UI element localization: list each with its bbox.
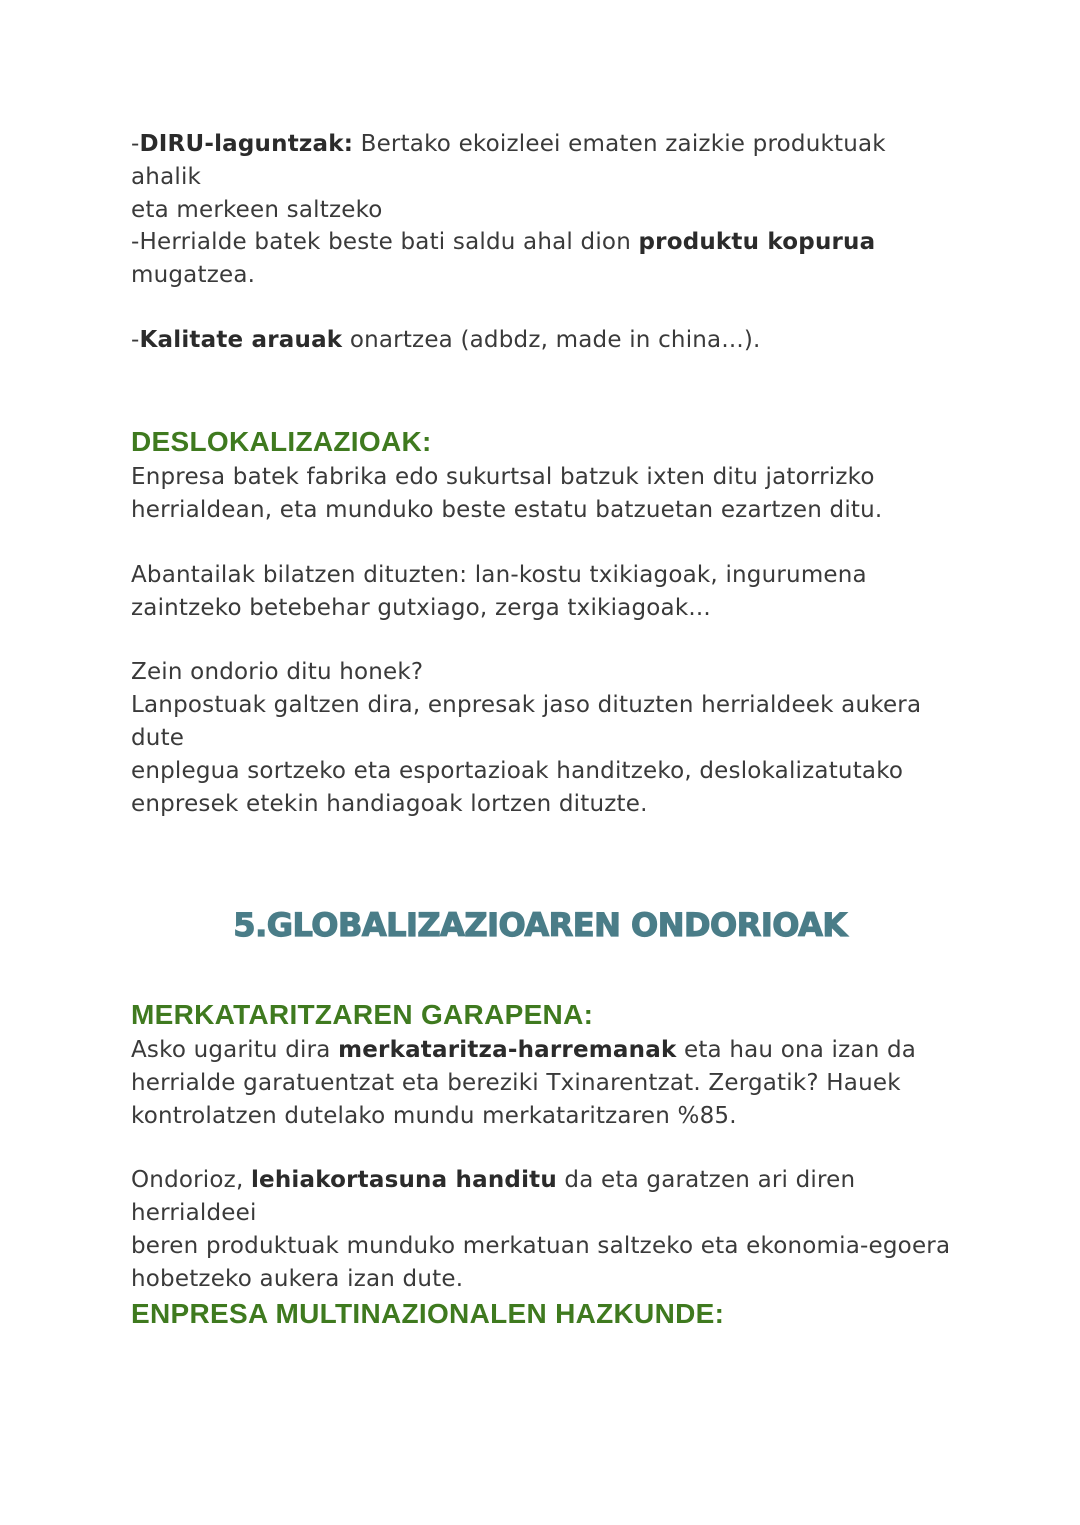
trade-p2-line2: beren produktuak munduko merkatuan saltzeko eta ekonomia-egoera xyxy=(131,1233,951,1259)
advantages-line2: zaintzeko betebehar gutxiago, zerga txikiagoak... xyxy=(131,595,711,621)
multinationals-heading: ENPRESA MULTINAZIONALEN HAZKUNDE: xyxy=(131,1298,725,1329)
relocation-advantages xyxy=(131,559,961,625)
quota-text-line2: mugatzea. xyxy=(131,262,256,288)
trade-paragraph-1 xyxy=(131,1034,961,1133)
trade-p1-end: eta hau ona izan da xyxy=(676,1037,917,1063)
consequences-line1: Lanpostuak galtzen dira, enpresak jaso dituzten herrialdeek aukera dute xyxy=(131,692,922,751)
consequences-question: Zein ondorio ditu honek? xyxy=(131,659,424,685)
consequences-line2: enplegua sortzeko eta esportazioak handitzeko, deslokalizatutako xyxy=(131,758,904,784)
dash: - xyxy=(131,327,140,353)
trade-p2-start: Ondorioz, xyxy=(131,1167,251,1193)
subsidies-text-line1: Bertako ekoizleei ematen zaizkie produktuak ahalik xyxy=(131,131,886,190)
competitiveness-term: lehiakortasuna handitu xyxy=(250,1167,557,1193)
trade-p2-end: da eta garatzen ari diren herrialdeei xyxy=(131,1167,856,1226)
relocation-consequences xyxy=(131,656,961,821)
section-title: 5.GLOBALIZAZIOAREN ONDORIOAK xyxy=(233,906,847,944)
relocation-heading: DESLOKALIZAZIOAK: xyxy=(131,426,432,457)
quota-text: -Herrialde batek beste bati saldu ahal dion xyxy=(131,229,639,255)
consequences-line3: enpresek etekin handiagoak lortzen dituzte. xyxy=(131,791,648,817)
subsidies-text-line2: eta merkeen saltzeko xyxy=(131,197,383,223)
advantages-line1: Abantailak bilatzen dituzten: lan-kostu txikiagoak, ingurumena xyxy=(131,562,867,588)
subsidies-paragraph xyxy=(131,128,961,227)
quota-paragraph xyxy=(131,226,961,292)
trade-paragraph-2 xyxy=(131,1164,961,1296)
trade-p1-line3: kontrolatzen dutelako mundu merkataritzaren %85. xyxy=(131,1103,737,1129)
quality-text: onartzea (adbdz, made in china...). xyxy=(342,327,761,353)
trade-p1-line2: herrialde garatuentzat eta bereziki Txinarentzat. Zergatik? Hauek xyxy=(131,1070,901,1096)
quality-term: Kalitate arauak xyxy=(139,327,343,353)
trade-heading: MERKATARITZAREN GARAPENA: xyxy=(131,999,594,1030)
subsidies-term: DIRU-laguntzak: xyxy=(139,131,354,157)
quota-term: produktu kopurua xyxy=(638,229,876,255)
trade-p2-line3: hobetzeko aukera izan dute. xyxy=(131,1266,464,1292)
trade-p1-start: Asko ugaritu dira xyxy=(131,1037,339,1063)
relocation-def-line1: Enpresa batek fabrika edo sukurtsal batzuk ixten ditu jatorrizko xyxy=(131,464,875,490)
quality-paragraph xyxy=(131,324,961,357)
dash: - xyxy=(131,131,140,157)
trade-relations-term: merkataritza-harremanak xyxy=(338,1037,677,1063)
relocation-definition xyxy=(131,461,961,527)
relocation-def-line2: herrialdean, eta munduko beste estatu batzuetan ezartzen ditu. xyxy=(131,497,883,523)
